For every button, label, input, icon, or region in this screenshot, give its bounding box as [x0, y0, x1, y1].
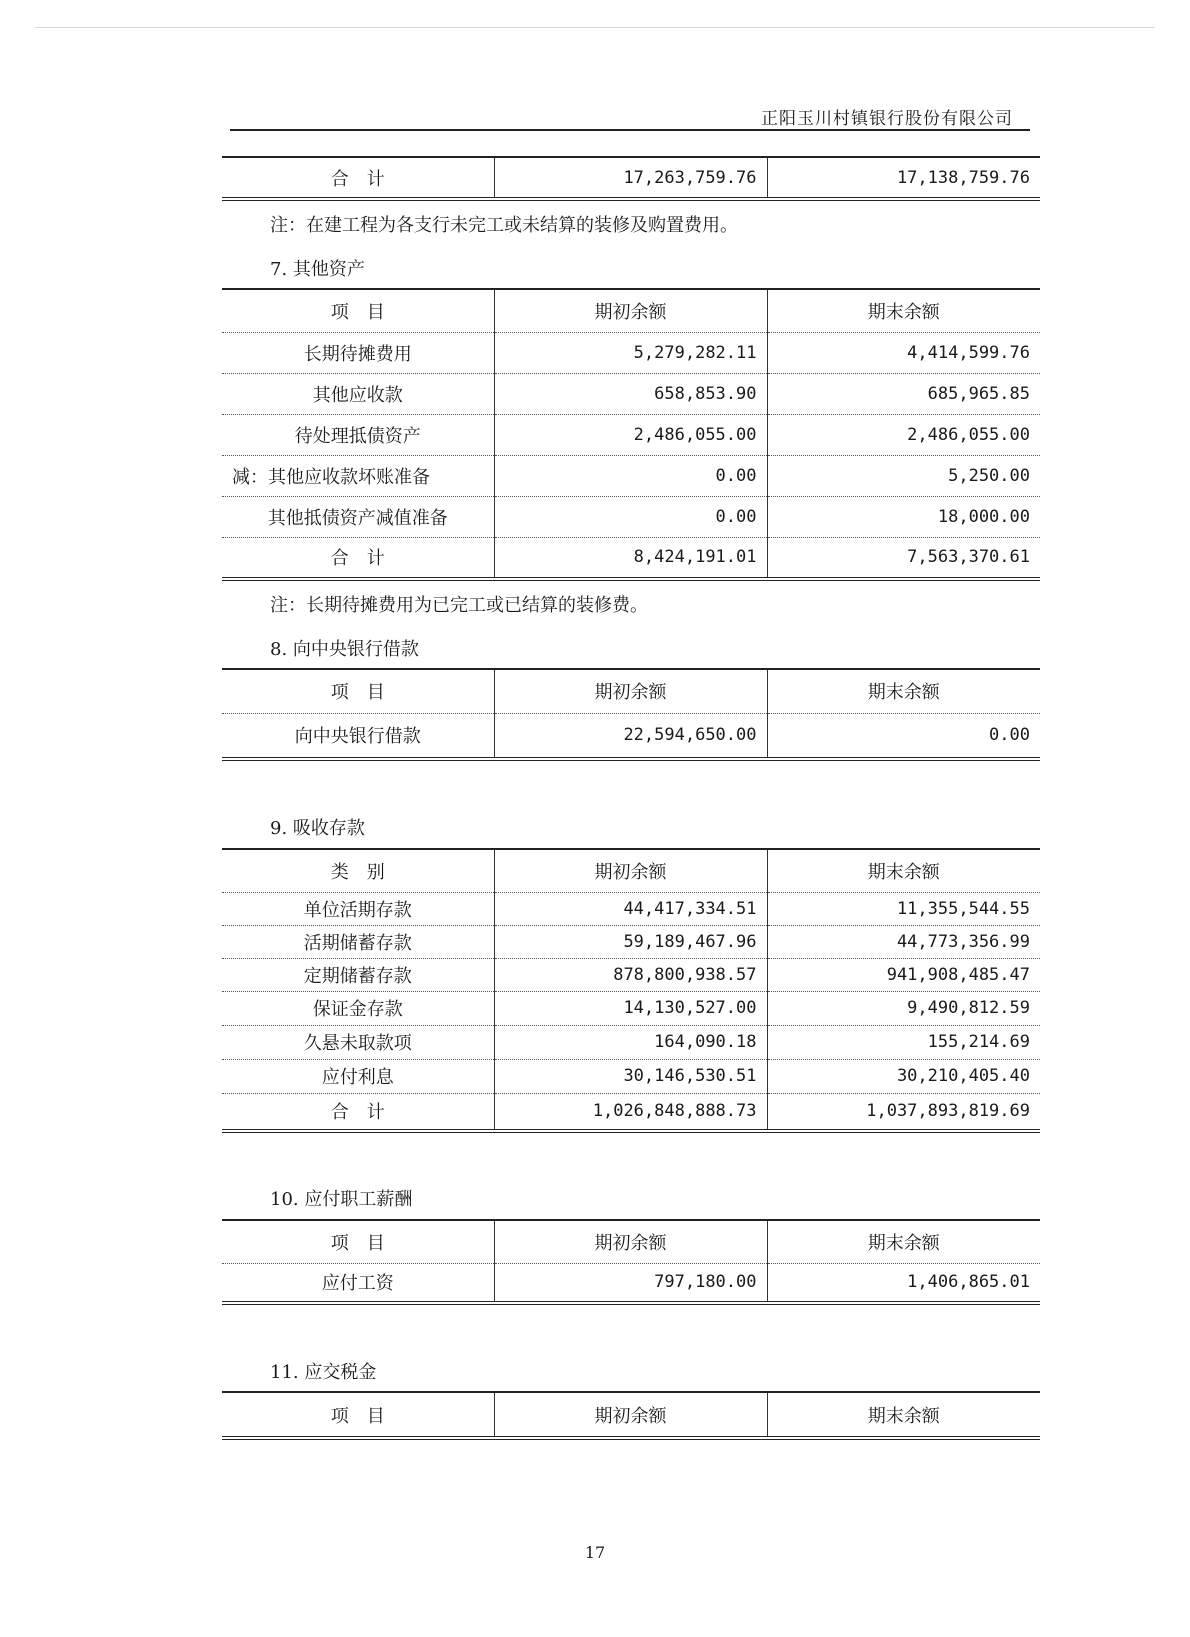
item-cell: 活期储蓄存款	[222, 925, 494, 958]
item-cell: 应付工资	[222, 1263, 494, 1303]
table-header-row	[222, 1392, 1040, 1438]
item-cell: 其他应收款	[222, 373, 494, 414]
company-header: 正阳玉川村镇银行股份有限公司	[761, 109, 1013, 129]
table-header-row	[222, 289, 1040, 332]
table-row	[222, 958, 1040, 991]
open-balance-cell: 59,189,467.96	[494, 925, 767, 958]
table-row	[222, 892, 1040, 925]
item-cell: 定期储蓄存款	[222, 958, 494, 991]
column-header-open: 期初余额	[494, 669, 767, 713]
open-balance-cell: 797,180.00	[494, 1263, 767, 1303]
open-balance-cell: 2,486,055.00	[494, 414, 767, 455]
item-cell: 减：其他应收款坏账准备	[222, 455, 494, 496]
open-balance-cell: 30,146,530.51	[494, 1059, 767, 1093]
column-header-open: 期初余额	[494, 849, 767, 892]
table-row	[222, 414, 1040, 455]
table-row	[222, 496, 1040, 537]
scan-edge-line	[35, 27, 1155, 28]
section-title-taxes-payable: 11. 应交税金	[270, 1362, 377, 1383]
close-balance-cell: 9,490,812.59	[767, 991, 1040, 1025]
close-balance-cell: 1,406,865.01	[767, 1263, 1040, 1303]
header-rule	[230, 129, 1030, 131]
table-row	[222, 455, 1040, 496]
close-balance-cell: 30,210,405.40	[767, 1059, 1040, 1093]
item-cell: 久悬未取款项	[222, 1025, 494, 1059]
item-cell: 保证金存款	[222, 991, 494, 1025]
note-construction: 注：在建工程为各支行未完工或未结算的装修及购置费用。	[270, 215, 738, 236]
column-header-open: 期初余额	[494, 289, 767, 332]
table-row	[222, 925, 1040, 958]
section-title-other-assets: 7. 其他资产	[270, 259, 365, 280]
close-balance-cell: 4,414,599.76	[767, 332, 1040, 373]
page-number: 17	[584, 1543, 606, 1562]
item-cell: 向中央银行借款	[222, 713, 494, 759]
open-balance-cell: 1,026,848,888.73	[494, 1093, 767, 1131]
close-balance-cell: 155,214.69	[767, 1025, 1040, 1059]
close-balance-cell: 685,965.85	[767, 373, 1040, 414]
item-cell: 单位活期存款	[222, 892, 494, 925]
column-header-category: 类 别	[222, 849, 494, 892]
table-row	[222, 713, 1040, 759]
section-title-payroll-payable: 10. 应付职工薪酬	[270, 1189, 413, 1210]
column-header-close: 期末余额	[767, 1220, 1040, 1263]
column-header-close: 期末余额	[767, 669, 1040, 713]
payroll-payable-table	[222, 1219, 1040, 1305]
table-row	[222, 157, 1040, 199]
section-title-deposits: 9. 吸收存款	[270, 818, 365, 839]
note-long-term-prepaid: 注：长期待摊费用为已完工或已结算的装修费。	[270, 595, 648, 616]
close-balance-cell: 17,138,759.76	[767, 157, 1040, 199]
close-balance-cell: 18,000.00	[767, 496, 1040, 537]
close-balance-cell: 0.00	[767, 713, 1040, 759]
close-balance-cell: 44,773,356.99	[767, 925, 1040, 958]
item-cell: 其他抵债资产减值准备	[222, 496, 494, 537]
column-header-open: 期初余额	[494, 1392, 767, 1438]
table-row	[222, 537, 1040, 579]
section-title-central-bank-borrowing: 8. 向中央银行借款	[270, 639, 419, 660]
open-balance-cell: 5,279,282.11	[494, 332, 767, 373]
open-balance-cell: 0.00	[494, 455, 767, 496]
close-balance-cell: 11,355,544.55	[767, 892, 1040, 925]
open-balance-cell: 164,090.18	[494, 1025, 767, 1059]
construction-total-table	[222, 156, 1040, 201]
open-balance-cell: 17,263,759.76	[494, 157, 767, 199]
open-balance-cell: 878,800,938.57	[494, 958, 767, 991]
table-header-row	[222, 849, 1040, 892]
item-cell: 应付利息	[222, 1059, 494, 1093]
item-cell: 合 计	[222, 537, 494, 579]
other-assets-table	[222, 288, 1040, 581]
open-balance-cell: 14,130,527.00	[494, 991, 767, 1025]
open-balance-cell: 0.00	[494, 496, 767, 537]
table-row	[222, 1093, 1040, 1131]
close-balance-cell: 5,250.00	[767, 455, 1040, 496]
column-header-item: 项 目	[222, 669, 494, 713]
taxes-payable-table	[222, 1391, 1040, 1440]
central-bank-borrowing-table	[222, 668, 1040, 761]
column-header-close: 期末余额	[767, 1392, 1040, 1438]
open-balance-cell: 658,853.90	[494, 373, 767, 414]
item-cell: 长期待摊费用	[222, 332, 494, 373]
column-header-close: 期末余额	[767, 289, 1040, 332]
table-row	[222, 1025, 1040, 1059]
table-row	[222, 1059, 1040, 1093]
table-header-row	[222, 1220, 1040, 1263]
close-balance-cell: 941,908,485.47	[767, 958, 1040, 991]
item-cell: 合 计	[222, 1093, 494, 1131]
close-balance-cell: 1,037,893,819.69	[767, 1093, 1040, 1131]
close-balance-cell: 2,486,055.00	[767, 414, 1040, 455]
table-row	[222, 373, 1040, 414]
item-cell: 待处理抵债资产	[222, 414, 494, 455]
close-balance-cell: 7,563,370.61	[767, 537, 1040, 579]
open-balance-cell: 44,417,334.51	[494, 892, 767, 925]
column-header-open: 期初余额	[494, 1220, 767, 1263]
column-header-item: 项 目	[222, 289, 494, 332]
column-header-close: 期末余额	[767, 849, 1040, 892]
table-row	[222, 991, 1040, 1025]
item-cell: 合 计	[222, 157, 494, 199]
column-header-item: 项 目	[222, 1392, 494, 1438]
table-row	[222, 332, 1040, 373]
table-header-row	[222, 669, 1040, 713]
table-row	[222, 1263, 1040, 1303]
deposits-table	[222, 848, 1040, 1133]
open-balance-cell: 8,424,191.01	[494, 537, 767, 579]
open-balance-cell: 22,594,650.00	[494, 713, 767, 759]
column-header-item: 项 目	[222, 1220, 494, 1263]
